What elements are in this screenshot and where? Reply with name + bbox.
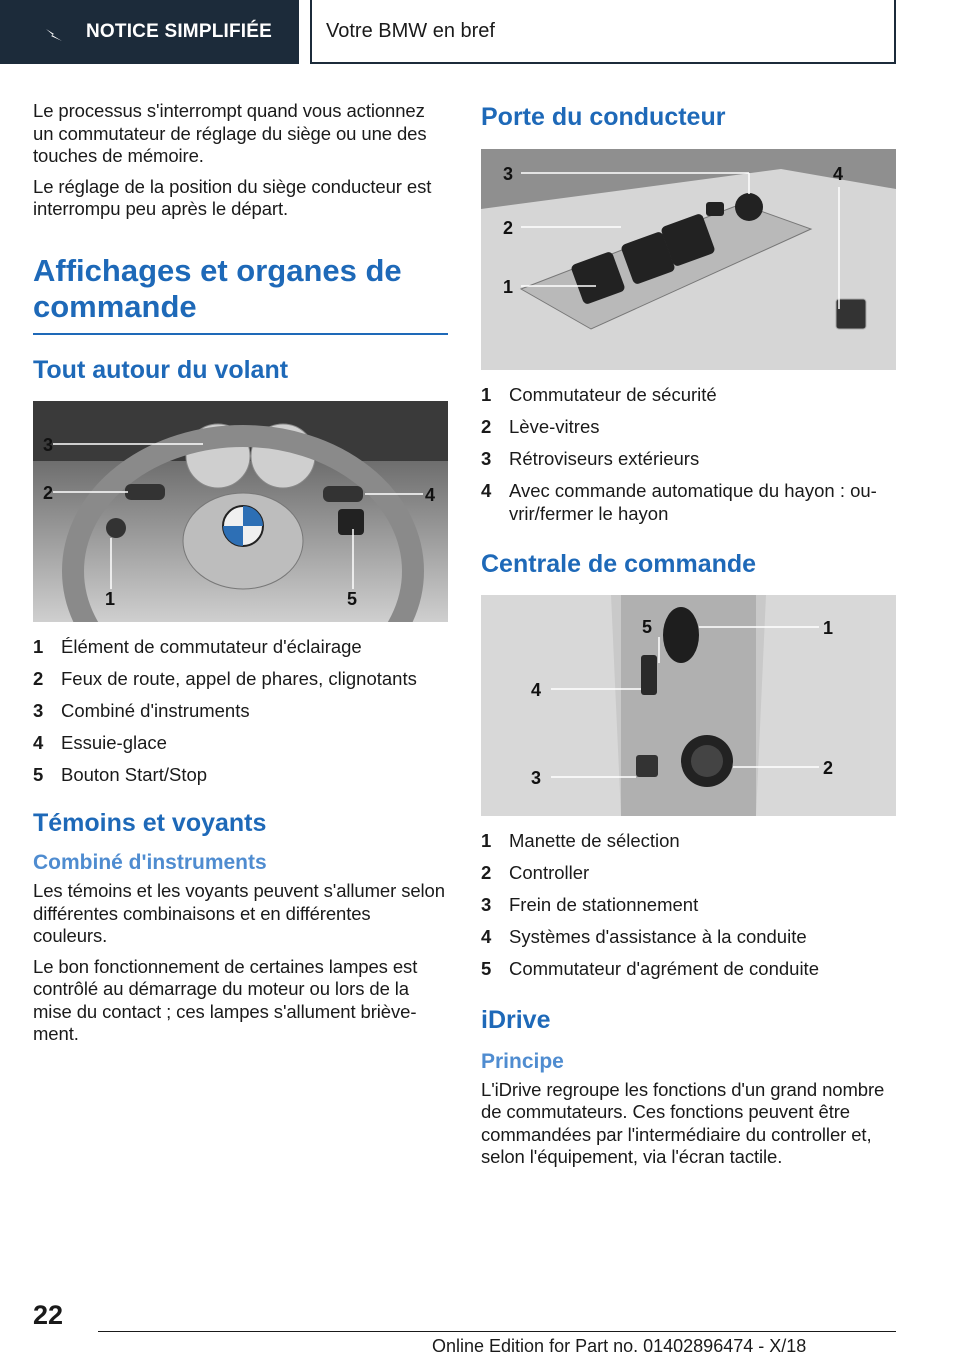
section-heading-warnings: Témoins et voyants [33, 809, 267, 837]
item-text: Commutateur de sécurité [509, 384, 717, 405]
callout-2: 2 [43, 482, 54, 503]
list-item [33, 700, 448, 723]
item-number: 1 [481, 384, 492, 405]
item-text: Lève-vitres [509, 416, 600, 437]
item-text: Essuie-glace [61, 731, 167, 753]
item-text: Controller [509, 862, 590, 883]
paragraph: Les témoins et les voyants peuvent s'allumer selon différentes combinaisons et en différentes couleurs. [33, 880, 445, 946]
list-item [481, 958, 896, 981]
item-number: 4 [481, 480, 492, 501]
item-text: Avec commande automatique du hayon : ouvrir/fermer le hayon [509, 480, 877, 524]
callout-5: 5 [347, 588, 358, 609]
paragraph: Le réglage de la position du siège conducteur est interrompu peu après le départ. [33, 175, 432, 219]
callout-3: 3 [503, 164, 514, 184]
item-text: Systèmes d'assistance à la conduite [509, 926, 807, 947]
chapter-heading: Affichages et organes de commande [33, 253, 448, 335]
callout-5: 5 [642, 617, 653, 637]
list-item [33, 668, 448, 691]
item-number: 2 [481, 862, 492, 883]
callout-3: 3 [531, 768, 542, 788]
item-number: 1 [481, 830, 492, 851]
lightning-icon [44, 28, 64, 42]
list-item [481, 448, 896, 471]
list-item [481, 862, 896, 885]
callout-1: 1 [503, 277, 514, 297]
door-panel-figure [481, 149, 896, 370]
item-number: 4 [33, 731, 44, 753]
callout-3: 3 [43, 434, 54, 455]
item-number: 5 [481, 958, 492, 979]
steering-legend [33, 636, 448, 787]
item-text: Élément de commutateur d'éclairage [61, 635, 362, 657]
subsection-heading: Principe [481, 1049, 564, 1073]
paragraph: Le bon fonctionnement de certaines lampes est contrôlé au démarrage du moteur ou lors de la mise du contact ; ces lampes s'allument brièvement. [33, 955, 418, 1044]
item-text: Rétroviseurs extérieurs [509, 448, 700, 469]
item-text: Commutateur d'agrément de conduite [509, 958, 819, 979]
page-number: 22 [33, 1300, 64, 1330]
footer-divider [98, 1331, 896, 1332]
item-number: 5 [33, 763, 44, 785]
section-heading-console: Centrale de commande [481, 550, 757, 578]
list-item [481, 894, 896, 917]
list-item [481, 926, 896, 949]
left-column [33, 100, 448, 1054]
callout-4: 4 [833, 164, 844, 184]
door-legend [481, 384, 896, 525]
subsection-heading: Combiné d'instruments [33, 851, 267, 874]
list-item [481, 384, 896, 407]
callout-1: 1 [823, 618, 834, 638]
center-console-figure [481, 595, 896, 816]
paragraph: L'iDrive regroupe les fonctions d'un grand nombre de commutateurs. Ces fonctions peuvent être commandées par l'intermédiaire du controller et, selon l'équipement, via l'écran tactile. [481, 1078, 885, 1167]
list-item [33, 764, 448, 787]
item-text: Combiné d'instruments [61, 699, 250, 721]
console-legend [481, 830, 896, 981]
section-heading-idrive: iDrive [481, 1005, 551, 1034]
item-number: 4 [481, 926, 492, 947]
paragraph: Le processus s'interrompt quand vous actionnez un commutateur de réglage du siège ou une des touches de mémoire. [33, 100, 427, 166]
section-heading-steering: Tout autour du volant [33, 355, 289, 384]
item-number: 3 [481, 448, 492, 469]
item-number: 3 [481, 894, 492, 915]
callout-2: 2 [503, 218, 514, 238]
footer-edition: Online Edition for Part no. 01402896474 - X/18 [432, 1336, 807, 1356]
section-tab[interactable] [0, 0, 299, 64]
list-item [33, 732, 448, 755]
chapter-title: Votre BMW en bref [310, 0, 896, 64]
callout-1: 1 [105, 588, 116, 609]
item-number: 1 [33, 635, 44, 657]
item-text: Feux de route, appel de phares, clignotants [61, 667, 417, 689]
right-column [481, 100, 896, 1177]
list-item [481, 830, 896, 853]
callout-2: 2 [823, 758, 834, 778]
section-tab-label: NOTICE SIMPLIFIÉE [86, 21, 273, 42]
item-text: Bouton Start/Stop [61, 763, 208, 785]
section-heading-door: Porte du conducteur [481, 103, 726, 131]
item-number: 2 [481, 416, 492, 437]
list-item [481, 416, 896, 439]
item-number: 3 [33, 699, 44, 721]
steering-wheel-figure [33, 401, 448, 622]
item-number: 2 [33, 667, 44, 689]
list-item [33, 636, 448, 659]
callout-4: 4 [425, 484, 436, 505]
item-text: Manette de sélection [509, 830, 680, 851]
item-text: Frein de stationnement [509, 894, 699, 915]
callout-4: 4 [531, 680, 542, 700]
list-item [481, 480, 896, 525]
